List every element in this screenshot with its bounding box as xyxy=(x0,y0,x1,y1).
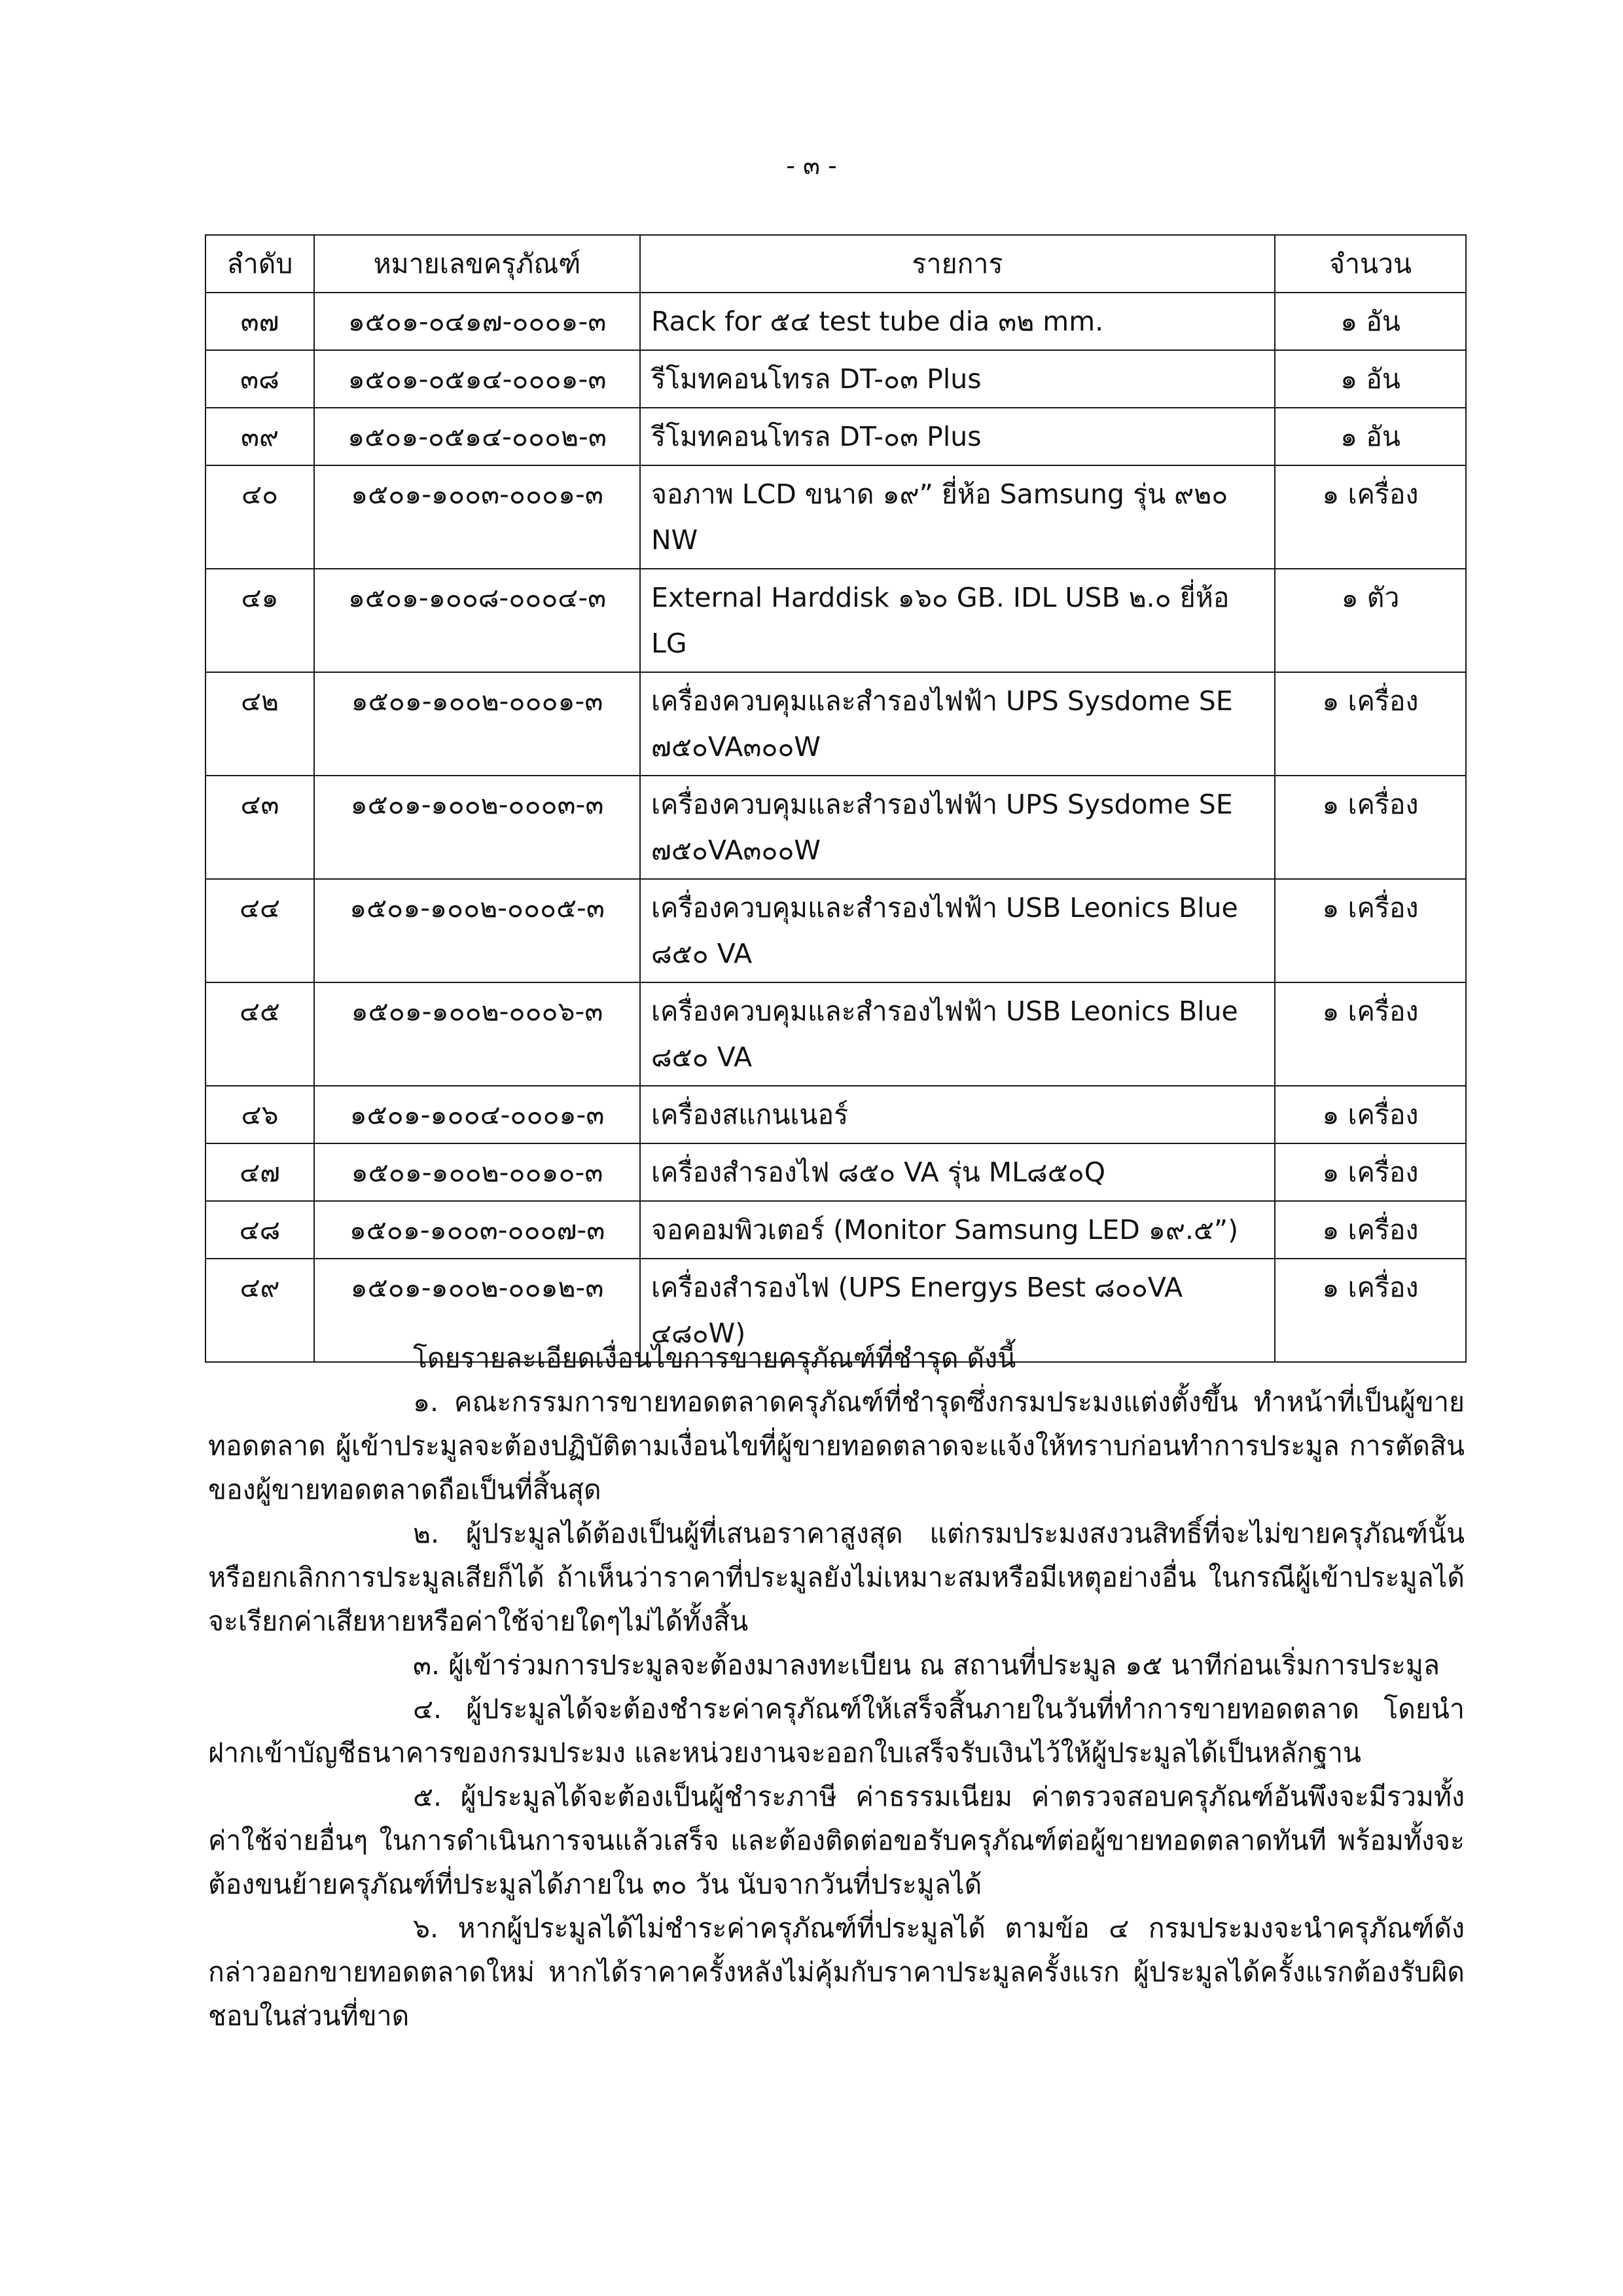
row-index: ๔๘ xyxy=(205,1201,314,1259)
row-asset-number: ๑๕๐๑-๑๐๐๒-๐๐๐๑-๓ xyxy=(314,672,640,776)
row-index: ๔๓ xyxy=(205,776,314,879)
row-item: External Harddisk ๑๖๐ GB. IDL USB ๒.๐ ยี่ห้อ LG xyxy=(640,569,1275,672)
row-item: รีโมทคอนโทรล DT-๐๓ Plus xyxy=(640,408,1275,465)
table-row xyxy=(205,465,1466,569)
row-index: ๔๐ xyxy=(205,465,314,569)
row-quantity: ๑ ตัว xyxy=(1275,569,1466,672)
row-asset-number: ๑๕๐๑-๑๐๐๒-๐๐๑๐-๓ xyxy=(314,1143,640,1201)
row-quantity: ๑ เครื่อง xyxy=(1275,1259,1466,1362)
row-item: เครื่องสำรองไฟ (UPS Energys Best ๘๐๐VA ๔๘๐W) xyxy=(640,1259,1275,1362)
row-quantity: ๑ เครื่อง xyxy=(1275,982,1466,1086)
asset-table xyxy=(205,234,1467,1363)
row-item: จอคอมพิวเตอร์ (Monitor Samsung LED ๑๙.๕”) xyxy=(640,1201,1275,1259)
table-row xyxy=(205,1086,1466,1143)
row-quantity: ๑ อัน xyxy=(1275,408,1466,465)
table-row xyxy=(205,1143,1466,1201)
table-row xyxy=(205,982,1466,1086)
row-asset-number: ๑๕๐๑-๐๕๑๔-๐๐๐๑-๓ xyxy=(314,350,640,408)
condition-4: ๔. ผู้ประมูลได้จะต้องชำระค่าครุภัณฑ์ให้เสร็จสิ้นภายในวันที่ทำการขายทอดตลาด โดยนำฝากเข้าบัญชีธนาคารของกรมประมง และหน่วยงานจะออกใบเสร็จรับเงินไว้ให้ผู้ประมูลได้เป็นหลักฐาน xyxy=(208,1693,1465,1768)
sale-conditions xyxy=(208,1336,1465,2038)
row-asset-number: ๑๕๐๑-๑๐๐๓-๐๐๐๗-๓ xyxy=(314,1201,640,1259)
row-quantity: ๑ เครื่อง xyxy=(1275,465,1466,569)
condition-1: ๑. คณะกรรมการขายทอดตลาดครุภัณฑ์ที่ชำรุดซึ่งกรมประมงแต่งตั้งขึ้น ทำหน้าที่เป็นผู้ขายทอดตลาด ผู้เข้าประมูลจะต้องปฏิบัติตามเงื่อนไขที่ผู้ขายทอดตลาดจะแจ้งให้ทราบก่อนทำการประมูล การตัดสินของผู้ขายทอดตลาดถือเป็นที่สิ้นสุด xyxy=(208,1386,1465,1505)
row-item: เครื่องสำรองไฟ ๘๕๐ VA รุ่น ML๘๕๐Q xyxy=(640,1143,1275,1201)
row-quantity: ๑ อัน xyxy=(1275,293,1466,350)
row-index: ๔๖ xyxy=(205,1086,314,1143)
row-asset-number: ๑๕๐๑-๑๐๐๘-๐๐๐๔-๓ xyxy=(314,569,640,672)
row-index: ๓๘ xyxy=(205,350,314,408)
row-asset-number: ๑๕๐๑-๑๐๐๔-๐๐๐๑-๓ xyxy=(314,1086,640,1143)
header-item: รายการ xyxy=(640,235,1275,293)
row-item: รีโมทคอนโทรล DT-๐๓ Plus xyxy=(640,350,1275,408)
condition-5: ๕. ผู้ประมูลได้จะต้องเป็นผู้ชำระภาษี ค่าธรรมเนียม ค่าตรวจสอบครุภัณฑ์อันพึงจะมีรวมทั้งค่าใช้จ่ายอื่นๆ ในการดำเนินการจนแล้วเสร็จ และต้องติดต่อขอรับครุภัณฑ์ต่อผู้ขายทอดตลาดทันที พร้อมทั้งจะต้องขนย้ายครุภัณฑ์ที่ประมูลได้ภายใน ๓๐ วัน นับจากวันที่ประมูลได้ xyxy=(208,1781,1465,1900)
row-quantity: ๑ เครื่อง xyxy=(1275,672,1466,776)
row-index: ๔๒ xyxy=(205,672,314,776)
table-row xyxy=(205,350,1466,408)
table-header-row xyxy=(205,235,1466,293)
row-index: ๔๗ xyxy=(205,1143,314,1201)
table-row xyxy=(205,293,1466,350)
header-index: ลำดับ xyxy=(205,235,314,293)
row-asset-number: ๑๕๐๑-๑๐๐๓-๐๐๐๑-๓ xyxy=(314,465,640,569)
row-asset-number: ๑๕๐๑-๐๕๑๔-๐๐๐๒-๓ xyxy=(314,408,640,465)
row-item: เครื่องสแกนเนอร์ xyxy=(640,1086,1275,1143)
condition-3: ๓. ผู้เข้าร่วมการประมูลจะต้องมาลงทะเบียน ณ สถานที่ประมูล ๑๕ นาทีก่อนเริ่มการประมูล xyxy=(413,1649,1440,1681)
row-item: เครื่องควบคุมและสำรองไฟฟ้า USB Leonics Blue ๘๕๐ VA xyxy=(640,982,1275,1086)
header-asset-number: หมายเลขครุภัณฑ์ xyxy=(314,235,640,293)
row-quantity: ๑ เครื่อง xyxy=(1275,1143,1466,1201)
row-item: Rack for ๕๔ test tube dia ๓๒ mm. xyxy=(640,293,1275,350)
row-index: ๔๕ xyxy=(205,982,314,1086)
row-index: ๔๔ xyxy=(205,879,314,982)
conditions-intro: โดยรายละเอียดเงื่อนไขการขายครุภัณฑ์ที่ชำรุด ดังนี้ xyxy=(413,1342,1016,1374)
header-quantity: จำนวน xyxy=(1275,235,1466,293)
row-quantity: ๑ เครื่อง xyxy=(1275,776,1466,879)
condition-2: ๒. ผู้ประมูลได้ต้องเป็นผู้ที่เสนอราคาสูงสุด แต่กรมประมงสงวนสิทธิ์ที่จะไม่ขายครุภัณฑ์นั้นหรือยกเลิกการประมูลเสียก็ได้ ถ้าเห็นว่าราคาที่ประมูลยังไม่เหมาะสมหรือมีเหตุอย่างอื่น ในกรณีผู้เข้าประมูลได้จะเรียกค่าเสียหายหรือค่าใช้จ่ายใดๆไม่ได้ทั้งสิ้น xyxy=(208,1518,1465,1637)
table-row xyxy=(205,776,1466,879)
condition-6: ๖. หากผู้ประมูลได้ไม่ชำระค่าครุภัณฑ์ที่ประมูลได้ ตามข้อ ๔ กรมประมงจะนำครุภัณฑ์ดังกล่าวออกขายทอดตลาดใหม่ หากได้ราคาครั้งหลังไม่คุ้มกับราคาประมูลครั้งแรก ผู้ประมูลได้ครั้งแรกต้องรับผิดชอบในส่วนที่ขาด xyxy=(208,1912,1465,2032)
row-asset-number: ๑๕๐๑-๑๐๐๒-๐๐๐๓-๓ xyxy=(314,776,640,879)
table-row xyxy=(205,879,1466,982)
row-quantity: ๑ เครื่อง xyxy=(1275,1201,1466,1259)
row-quantity: ๑ อัน xyxy=(1275,350,1466,408)
row-quantity: ๑ เครื่อง xyxy=(1275,879,1466,982)
row-asset-number: ๑๕๐๑-๑๐๐๒-๐๐๐๕-๓ xyxy=(314,879,640,982)
row-index: ๔๙ xyxy=(205,1259,314,1362)
row-asset-number: ๑๕๐๑-๐๔๑๗-๐๐๐๑-๓ xyxy=(314,293,640,350)
row-index: ๓๙ xyxy=(205,408,314,465)
row-quantity: ๑ เครื่อง xyxy=(1275,1086,1466,1143)
row-index: ๔๑ xyxy=(205,569,314,672)
row-asset-number: ๑๕๐๑-๑๐๐๒-๐๐๐๖-๓ xyxy=(314,982,640,1086)
table-row xyxy=(205,569,1466,672)
table-row xyxy=(205,1201,1466,1259)
row-asset-number: ๑๕๐๑-๑๐๐๒-๐๐๑๒-๓ xyxy=(314,1259,640,1362)
row-item: เครื่องควบคุมและสำรองไฟฟ้า USB Leonics Blue ๘๕๐ VA xyxy=(640,879,1275,982)
row-index: ๓๗ xyxy=(205,293,314,350)
row-item: เครื่องควบคุมและสำรองไฟฟ้า UPS Sysdome SE ๗๕๐VA๓๐๐W xyxy=(640,776,1275,879)
table-row xyxy=(205,672,1466,776)
row-item: จอภาพ LCD ขนาด ๑๙” ยี่ห้อ Samsung รุ่น ๙๒๐ NW xyxy=(640,465,1275,569)
page-number: - ๓ - xyxy=(786,151,837,180)
row-item: เครื่องควบคุมและสำรองไฟฟ้า UPS Sysdome SE ๗๕๐VA๓๐๐W xyxy=(640,672,1275,776)
table-row xyxy=(205,408,1466,465)
